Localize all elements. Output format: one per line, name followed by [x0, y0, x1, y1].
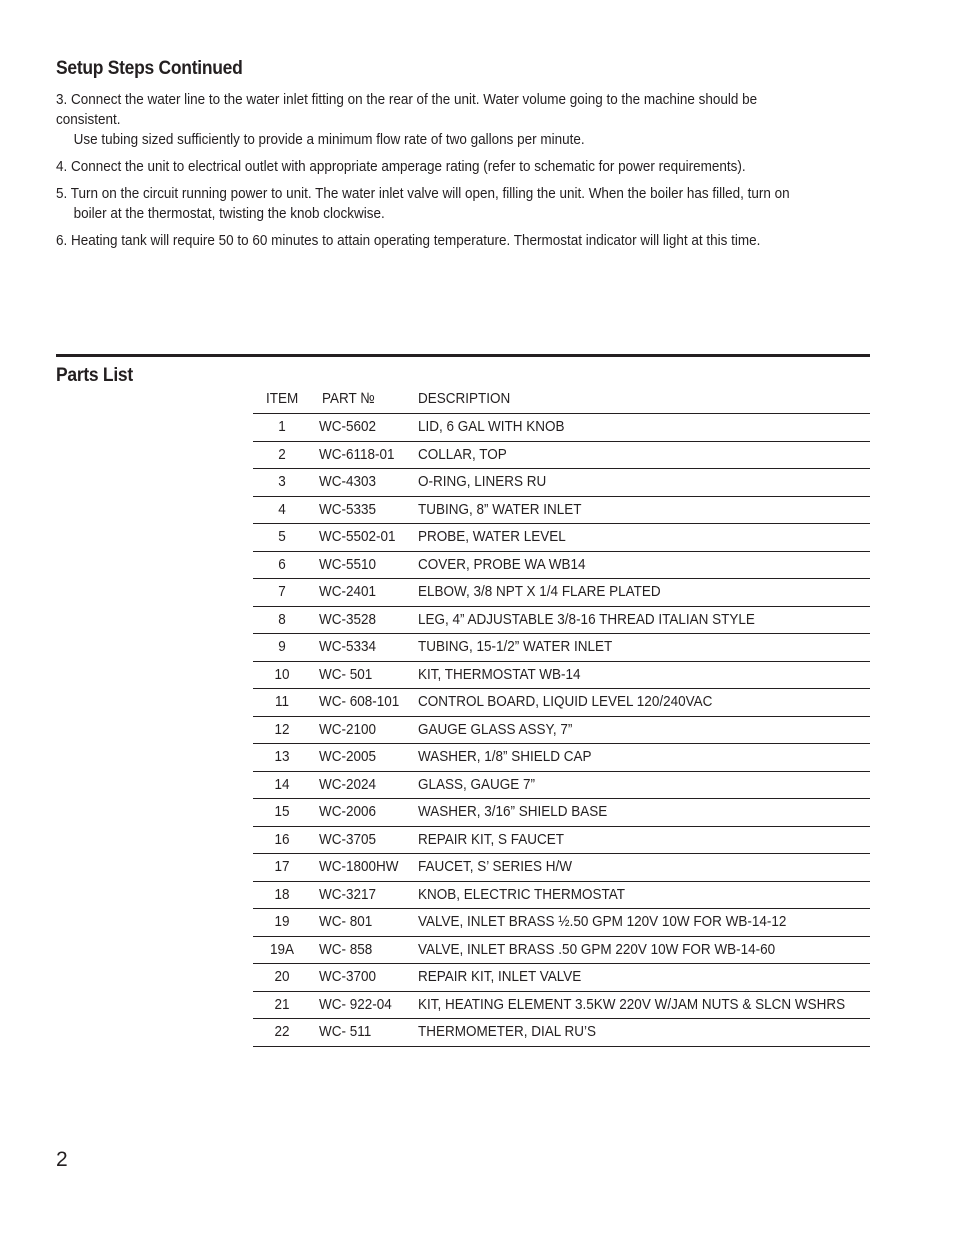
row-item-number: 10: [274, 665, 290, 683]
row-description: REPAIR KIT, S FAUCET: [418, 830, 565, 848]
row-item-number: 18: [274, 885, 290, 903]
row-item-number: 11: [274, 693, 290, 710]
row-part-number: WC-2005: [319, 748, 377, 765]
setup-step-6: [56, 231, 819, 251]
row-description: VALVE, INLET BRASS ½.50 GPM 120V 10W FOR WB-14-12: [418, 913, 787, 930]
table-row: [253, 744, 870, 772]
table-row: [253, 469, 870, 497]
row-item-number: 12: [274, 720, 290, 738]
page-number: 2: [56, 1148, 68, 1171]
row-description: TUBING, 15-1/2” WATER INLET: [418, 638, 613, 655]
step-text: 4. Connect the unit to electrical outlet with appropriate amperage rating (refer to schematic for power requirements).: [56, 159, 746, 175]
setup-steps-heading: Setup Steps Continued: [56, 58, 243, 79]
row-part-number: WC-1800HW: [319, 858, 399, 875]
row-part-number: WC-5510: [319, 555, 377, 573]
row-description: O-RING, LINERS RU: [418, 473, 547, 490]
row-item-number: 22: [274, 1023, 290, 1040]
table-row: [253, 937, 870, 965]
row-part-number: WC-2100: [319, 720, 377, 738]
row-description: COVER, PROBE WA WB14: [418, 555, 586, 573]
row-part-number: WC-5502-01: [319, 528, 396, 545]
setup-step-4: [56, 157, 819, 177]
row-description: THERMOMETER, DIAL RU’S: [418, 1023, 597, 1040]
row-item-number: 5: [278, 528, 286, 545]
column-header-description: DESCRIPTION: [418, 390, 511, 407]
row-part-number: WC-3700: [319, 968, 377, 985]
row-part-number: WC- 608-101: [319, 693, 400, 710]
row-description: CONTROL BOARD, LIQUID LEVEL 120/240VAC: [418, 693, 713, 710]
parts-list-heading: Parts List: [56, 365, 133, 386]
row-part-number: WC- 501: [319, 665, 373, 683]
row-part-number: WC-2401: [319, 583, 377, 600]
row-description: TUBING, 8” WATER INLET: [418, 500, 582, 518]
section-divider: [56, 354, 870, 357]
table-row: [253, 1019, 870, 1047]
table-row: [253, 827, 870, 855]
row-description: PROBE, WATER LEVEL: [418, 528, 566, 545]
setup-steps-list: [56, 90, 819, 258]
table-row: [253, 662, 870, 690]
row-description: FAUCET, S’ SERIES H/W: [418, 858, 573, 875]
row-item-number: 21: [274, 995, 290, 1013]
row-item-number: 7: [278, 583, 286, 600]
row-part-number: WC- 858: [319, 940, 373, 958]
row-part-number: WC-3528: [319, 610, 377, 628]
row-description: WASHER, 3/16” SHIELD BASE: [418, 803, 608, 820]
row-item-number: 15: [274, 803, 290, 820]
row-item-number: 14: [274, 775, 290, 793]
table-row: [253, 414, 870, 442]
row-description: ELBOW, 3/8 NPT X 1/4 FLARE PLATED: [418, 583, 661, 600]
row-part-number: WC-4303: [319, 473, 377, 490]
table-row: [253, 607, 870, 635]
row-item-number: 1: [278, 418, 286, 435]
step-text: 5. Turn on the circuit running power to unit. The water inlet valve will open, filling the unit. When the boiler has filled, turn on: [56, 186, 790, 202]
row-part-number: WC-3705: [319, 830, 377, 848]
row-item-number: 13: [274, 748, 290, 765]
row-description: COLLAR, TOP: [418, 445, 507, 463]
row-part-number: WC-5335: [319, 500, 377, 518]
table-row: [253, 964, 870, 992]
row-item-number: 19A: [269, 940, 295, 958]
table-row: [253, 634, 870, 662]
row-item-number: 19: [274, 913, 290, 930]
table-row: [253, 992, 870, 1020]
step-text-continued: boiler at the thermostat, twisting the knob clockwise.: [73, 206, 385, 222]
table-row: [253, 689, 870, 717]
row-part-number: WC-5334: [319, 638, 377, 655]
row-part-number: WC-2006: [319, 803, 377, 820]
row-item-number: 16: [274, 830, 290, 848]
row-item-number: 6: [278, 555, 286, 573]
row-description: GAUGE GLASS ASSY, 7”: [418, 720, 573, 738]
row-part-number: WC- 511: [319, 1023, 372, 1040]
row-description: VALVE, INLET BRASS .50 GPM 220V 10W FOR WB-14-60: [418, 940, 776, 958]
table-row: [253, 772, 870, 800]
table-row: [253, 524, 870, 552]
table-row: [253, 854, 870, 882]
row-description: LID, 6 GAL WITH KNOB: [418, 418, 565, 435]
table-row: [253, 909, 870, 937]
row-description: KNOB, ELECTRIC THERMOSTAT: [418, 885, 626, 903]
row-item-number: 20: [274, 968, 290, 985]
table-row: [253, 882, 870, 910]
column-header-part-number: PART №: [322, 390, 375, 407]
row-item-number: 3: [278, 473, 286, 490]
step-text: 6. Heating tank will require 50 to 60 minutes to attain operating temperature. Thermostat indicator will light at this time.: [56, 233, 761, 249]
row-part-number: WC-5602: [319, 418, 377, 435]
row-item-number: 8: [278, 610, 286, 628]
table-row: [253, 717, 870, 745]
parts-table-header: [253, 385, 870, 414]
row-item-number: 2: [278, 445, 286, 463]
row-part-number: WC-6118-01: [319, 445, 395, 463]
row-description: REPAIR KIT, INLET VALVE: [418, 968, 582, 985]
row-description: KIT, THERMOSTAT WB-14: [418, 665, 581, 683]
row-description: GLASS, GAUGE 7”: [418, 775, 536, 793]
row-part-number: WC-3217: [319, 885, 377, 903]
table-row: [253, 552, 870, 580]
row-item-number: 9: [278, 638, 286, 655]
table-row: [253, 442, 870, 470]
parts-table: [253, 385, 870, 1047]
row-description: KIT, HEATING ELEMENT 3.5KW 220V W/JAM NUTS & SLCN WSHRS: [418, 995, 846, 1013]
row-item-number: 4: [278, 500, 286, 518]
table-row: [253, 497, 870, 525]
row-part-number: WC- 801: [319, 913, 373, 930]
row-part-number: WC-2024: [319, 775, 377, 793]
step-text: 3. Connect the water line to the water inlet fitting on the rear of the unit. Water volume going to the machine should be consistent.: [56, 92, 758, 128]
row-item-number: 17: [274, 858, 290, 875]
step-text-continued: Use tubing sized sufficiently to provide a minimum flow rate of two gallons per minute.: [73, 132, 585, 148]
table-row: [253, 579, 870, 607]
row-part-number: WC- 922-04: [319, 995, 392, 1013]
row-description: WASHER, 1/8” SHIELD CAP: [418, 748, 592, 765]
table-row: [253, 799, 870, 827]
column-header-item: ITEM: [266, 390, 299, 407]
setup-step-3: [56, 90, 819, 150]
parts-table-body: [253, 414, 870, 1047]
setup-step-5: [56, 184, 819, 224]
row-description: LEG, 4” ADJUSTABLE 3/8-16 THREAD ITALIAN STYLE: [418, 610, 755, 628]
